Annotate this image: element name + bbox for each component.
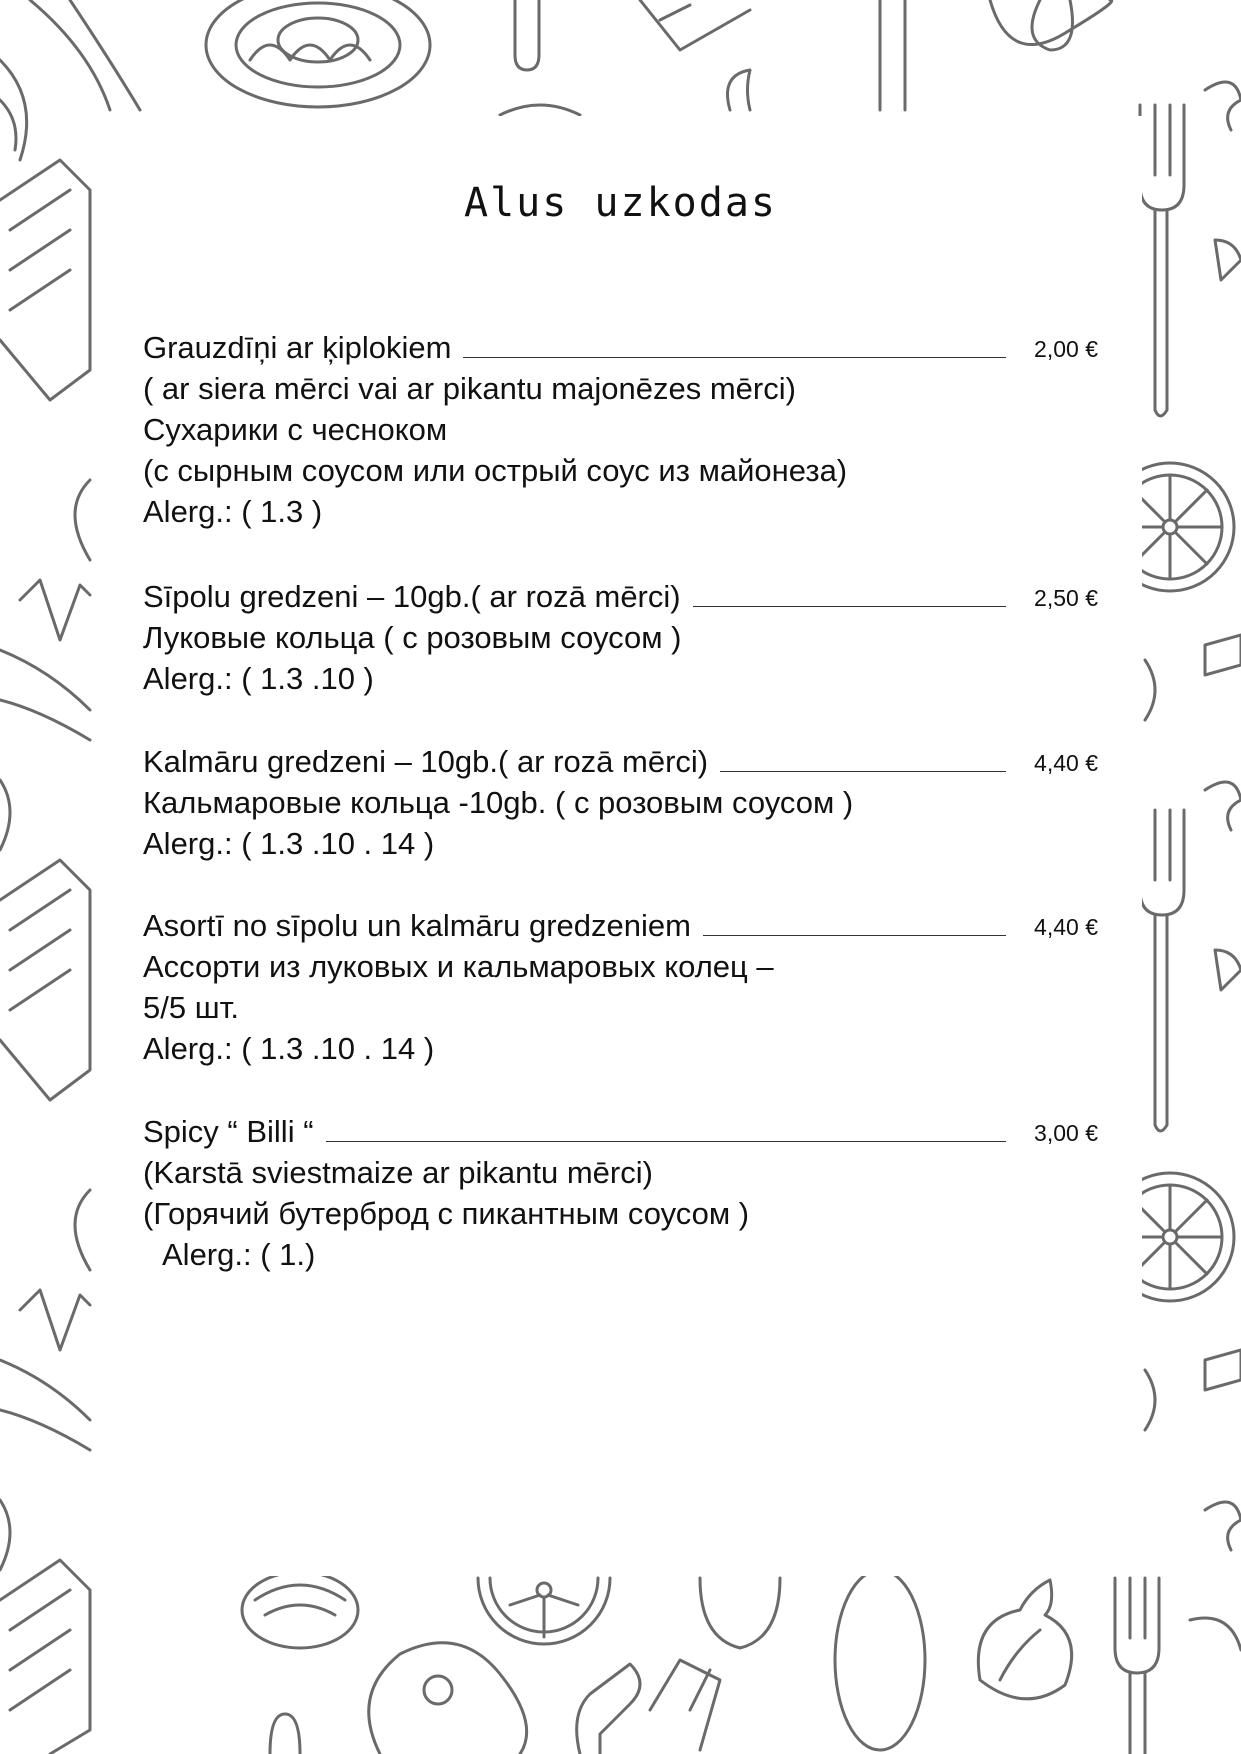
item-name: Asortī no sīpolu un kalmāru gredzeniem — [143, 908, 691, 943]
lemon-slice-icon — [478, 1578, 610, 1644]
item-price: 2,00 € — [1034, 336, 1098, 362]
spoon-icon — [515, 0, 539, 70]
mushroom-icon — [242, 1572, 358, 1648]
dotted-leader — [326, 1141, 1006, 1142]
menu-item — [143, 1111, 1098, 1275]
item-description: 5/5 шт. — [143, 990, 239, 1025]
item-description: Сухарики с чесноком — [143, 412, 448, 447]
knife-icon — [880, 0, 905, 110]
item-description: (Karstā sviestmaize ar pikantu mērci) — [143, 1155, 653, 1190]
item-name: Sīpolu gredzeni – 10gb.( ar rozā mērci) — [143, 579, 681, 614]
page-title: Alus uzkodas — [464, 180, 777, 226]
item-description: Ассорти из луковых и кальмаровых колец – — [143, 949, 774, 984]
item-price: 4,40 € — [1034, 750, 1098, 776]
meat-icon — [990, 0, 1112, 45]
dotted-leader — [463, 357, 1006, 358]
item-allergens: Alerg.: ( 1.3 .10 . 14 ) — [143, 826, 435, 861]
menu-item — [143, 327, 1098, 532]
item-price: 3,00 € — [1034, 1120, 1098, 1146]
menu-item — [143, 576, 1098, 699]
onion-icon — [700, 1578, 780, 1648]
fork-icon — [1140, 105, 1184, 416]
item-description: (с сырным соусом или острый соус из майонеза) — [143, 453, 848, 488]
dotted-leader — [693, 606, 1006, 607]
item-name: Kalmāru gredzeni – 10gb.( ar rozā mērci) — [143, 744, 709, 779]
item-name: Spicy “ Billi “ — [143, 1114, 314, 1149]
item-description: Кальмаровые кольца -10gb. ( с розовым соусом ) — [143, 785, 854, 820]
item-price: 4,40 € — [1034, 914, 1098, 940]
menu-item — [143, 741, 1098, 864]
item-allergens: Alerg.: ( 1.3 .10 ) — [143, 661, 374, 696]
item-description: ( ar siera mērci vai ar pikantu majonēzes mērci) — [143, 371, 796, 406]
dotted-leader — [720, 771, 1006, 772]
onion-icon — [0, 100, 16, 150]
item-price: 2,50 € — [1034, 585, 1098, 611]
item-name: Grauzdīņi ar ķiplokiem — [143, 330, 452, 365]
ribs-icon — [0, 860, 90, 1100]
item-description: Луковые кольца ( с розовым соусом ) — [143, 620, 682, 655]
fish-steak-icon — [206, 0, 430, 107]
dotted-leader — [703, 935, 1006, 936]
egg-icon — [835, 1570, 925, 1750]
fork-icon — [1115, 1578, 1159, 1754]
menu-item — [143, 905, 1098, 1069]
item-description: (Горячий бутерброд с пикантным соусом ) — [143, 1196, 750, 1231]
fork-icon — [1140, 810, 1184, 1131]
garlic-icon — [978, 1580, 1071, 1699]
item-allergens: Alerg.: ( 1.) — [162, 1237, 316, 1272]
item-allergens: Alerg.: ( 1.3 .10 . 14 ) — [143, 1031, 435, 1066]
ribs-icon — [640, 0, 750, 50]
item-allergens: Alerg.: ( 1.3 ) — [143, 494, 323, 529]
ribs-icon — [0, 1560, 90, 1754]
